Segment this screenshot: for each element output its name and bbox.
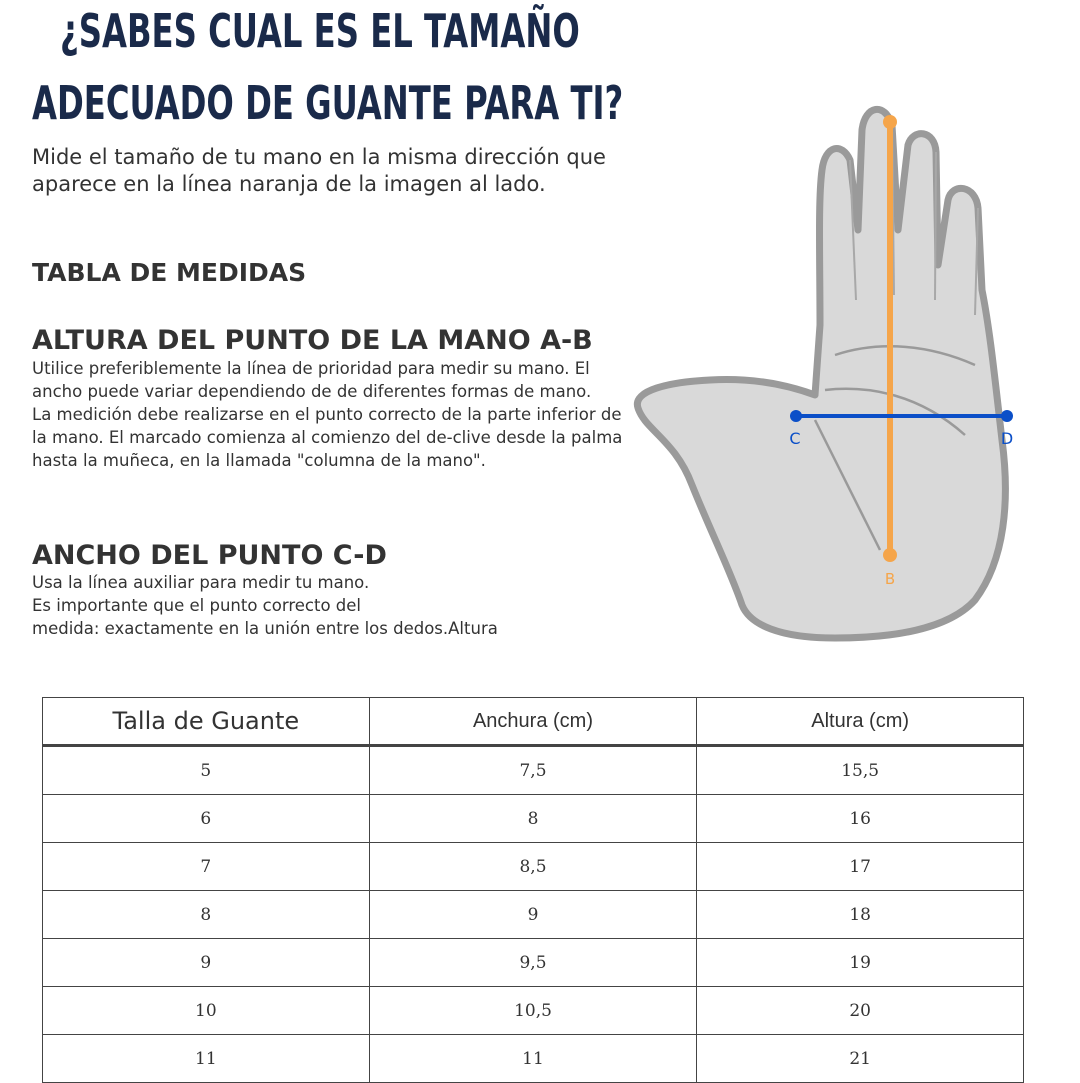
page-title-line-2: ADECUADO DE GUANTE PARA TI? [32,76,624,130]
height-cell: 17 [697,843,1024,891]
table-row [43,843,1024,891]
label-c: C [789,429,801,448]
height-ab-description [32,357,632,472]
table-header-row [43,698,1024,746]
width-cd-line-3: medida: exactamente en la unión entre los dedos.Altura [32,619,498,638]
page-title-line-1: ¿SABES CUAL ES EL TAMAÑO [60,4,580,58]
width-cell: 10,5 [369,987,697,1035]
column-header-size: Talla de Guante [43,698,370,746]
label-d: D [1000,429,1014,448]
height-ab-paragraph-1: Utilice preferiblemente la línea de prioridad para medir su mano. El ancho puede variar dependiendo de de diferentes formas de mano. [32,359,592,401]
label-b: B [884,570,896,588]
width-cell: 9 [369,891,697,939]
size-cell: 5 [43,746,370,795]
width-cd-description [32,571,632,640]
height-ab-paragraph-2: La medición debe realizarse en el punto correcto de la parte inferior de la mano. El marcado comienza al comienzo del de-clive desde la palma hasta la muñeca, en la llamada "columna de la mano". [32,405,623,470]
width-cell: 7,5 [369,746,697,795]
height-cell: 18 [697,891,1024,939]
width-cell: 8 [369,795,697,843]
size-cell: 8 [43,891,370,939]
height-cell: 16 [697,795,1024,843]
height-cell: 15,5 [697,746,1024,795]
size-cell: 9 [43,939,370,987]
table-row [43,939,1024,987]
width-cell: 9,5 [369,939,697,987]
hand-shape-icon [637,109,1005,638]
size-cell: 11 [43,1035,370,1083]
width-cd-line-2: Es importante que el punto correcto del [32,596,362,615]
width-cell: 11 [369,1035,697,1083]
point-c-marker [790,410,802,422]
table-row [43,891,1024,939]
table-row [43,987,1024,1035]
width-cell: 8,5 [369,843,697,891]
intro-text: Mide el tamaño de tu mano en la misma dirección que aparece en la línea naranja de la imagen al lado. [32,145,606,196]
size-cell: 6 [43,795,370,843]
width-cd-heading: ANCHO DEL PUNTO C-D [32,540,387,571]
table-row [43,795,1024,843]
point-b-marker [883,548,897,562]
hand-measurement-illustration [630,90,1050,650]
width-cd-line-1: Usa la línea auxiliar para medir tu mano. [32,573,370,592]
height-ab-heading: ALTURA DEL PUNTO DE LA MANO A-B [32,325,593,356]
table-row [43,1035,1024,1083]
measurements-table-heading: TABLA DE MEDIDAS [32,258,307,287]
height-cell: 20 [697,987,1024,1035]
size-cell: 10 [43,987,370,1035]
size-cell: 7 [43,843,370,891]
table-row [43,746,1024,795]
column-header-height: Altura (cm) [697,698,1024,746]
point-a-marker [883,115,897,129]
column-header-width: Anchura (cm) [369,698,697,746]
height-cell: 19 [697,939,1024,987]
glove-size-table [42,697,1024,1083]
point-d-marker [1001,410,1013,422]
height-cell: 21 [697,1035,1024,1083]
